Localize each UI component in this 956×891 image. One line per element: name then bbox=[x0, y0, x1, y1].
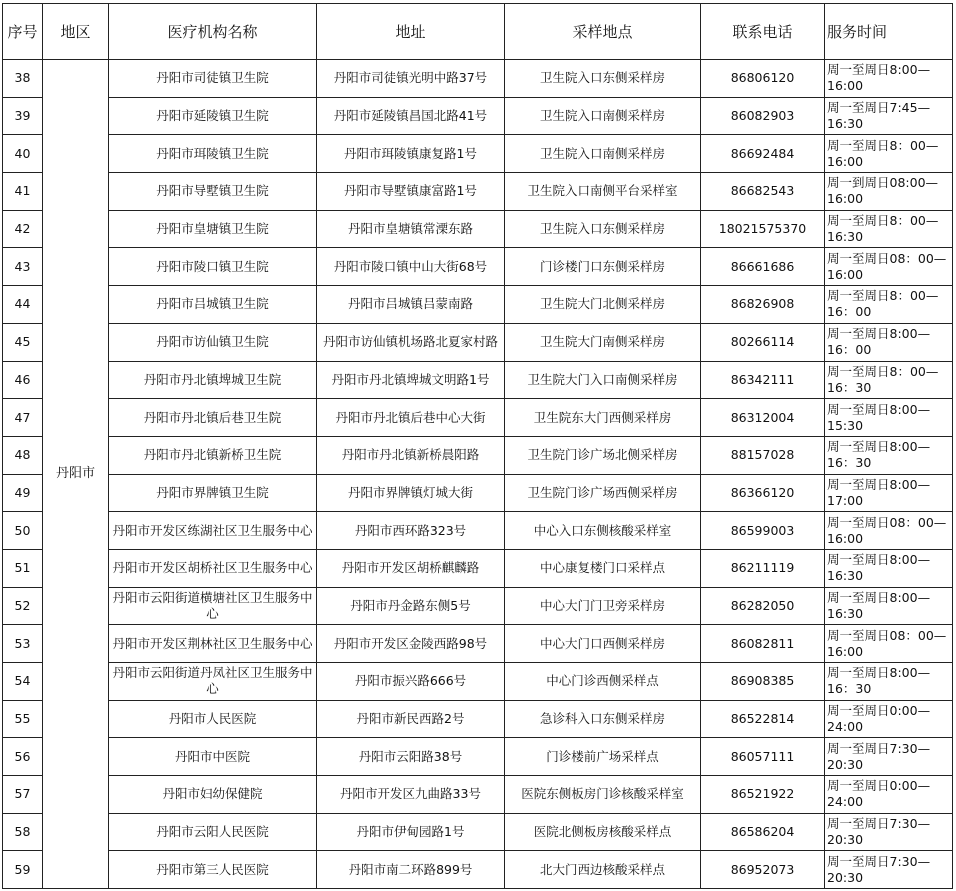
row-hours: 周一至周日08：00—16:00 bbox=[825, 512, 953, 550]
row-name: 丹阳市妇幼保健院 bbox=[109, 776, 317, 814]
row-name: 丹阳市丹北镇新桥卫生院 bbox=[109, 436, 317, 474]
table-row bbox=[3, 399, 953, 437]
row-phone: 86692484 bbox=[701, 135, 825, 173]
row-hours: 周一至周日8:00—16：00 bbox=[825, 323, 953, 361]
table-row bbox=[3, 474, 953, 512]
row-name: 丹阳市延陵镇卫生院 bbox=[109, 97, 317, 135]
row-seq: 48 bbox=[3, 436, 43, 474]
row-phone: 86806120 bbox=[701, 60, 825, 98]
header-sampling: 采样地点 bbox=[505, 4, 701, 60]
row-phone: 86952073 bbox=[701, 851, 825, 889]
row-sampling: 中心康复楼门口采样点 bbox=[505, 549, 701, 587]
row-phone: 86312004 bbox=[701, 399, 825, 437]
table-row bbox=[3, 776, 953, 814]
row-address: 丹阳市丹北镇埤城文明路1号 bbox=[317, 361, 505, 399]
row-address: 丹阳市珥陵镇康复路1号 bbox=[317, 135, 505, 173]
row-sampling: 卫生院东大门西侧采样房 bbox=[505, 399, 701, 437]
row-name: 丹阳市云阳街道丹凤社区卫生服务中心 bbox=[109, 663, 317, 701]
row-address: 丹阳市丹北镇后巷中心大街 bbox=[317, 399, 505, 437]
row-phone: 86599003 bbox=[701, 512, 825, 550]
row-phone: 86908385 bbox=[701, 663, 825, 701]
row-name: 丹阳市开发区练湖社区卫生服务中心 bbox=[109, 512, 317, 550]
row-hours: 周一至周日7:30—20:30 bbox=[825, 851, 953, 889]
row-name: 丹阳市司徒镇卫生院 bbox=[109, 60, 317, 98]
table-row bbox=[3, 361, 953, 399]
row-name: 丹阳市吕城镇卫生院 bbox=[109, 286, 317, 324]
row-address: 丹阳市新民西路2号 bbox=[317, 700, 505, 738]
row-name: 丹阳市开发区胡桥社区卫生服务中心 bbox=[109, 549, 317, 587]
row-sampling: 中心大门门卫旁采样房 bbox=[505, 587, 701, 625]
row-name: 丹阳市人民医院 bbox=[109, 700, 317, 738]
row-hours: 周一至周日8:00—16:30 bbox=[825, 549, 953, 587]
header-name: 医疗机构名称 bbox=[109, 4, 317, 60]
table-row bbox=[3, 813, 953, 851]
row-sampling: 卫生院大门北侧采样房 bbox=[505, 286, 701, 324]
row-sampling: 中心门诊西侧采样点 bbox=[505, 663, 701, 701]
row-hours: 周一到周日08:00—16:00 bbox=[825, 173, 953, 211]
row-seq: 39 bbox=[3, 97, 43, 135]
table-row bbox=[3, 286, 953, 324]
row-hours: 周一至周日8:00—16:30 bbox=[825, 587, 953, 625]
table-body bbox=[3, 60, 953, 889]
table-row bbox=[3, 549, 953, 587]
row-phone: 86342111 bbox=[701, 361, 825, 399]
row-seq: 46 bbox=[3, 361, 43, 399]
row-name: 丹阳市珥陵镇卫生院 bbox=[109, 135, 317, 173]
row-seq: 41 bbox=[3, 173, 43, 211]
table-row bbox=[3, 248, 953, 286]
row-phone: 86082903 bbox=[701, 97, 825, 135]
table-row bbox=[3, 210, 953, 248]
row-sampling: 急诊科入口东侧采样房 bbox=[505, 700, 701, 738]
row-phone: 86057111 bbox=[701, 738, 825, 776]
row-seq: 40 bbox=[3, 135, 43, 173]
row-seq: 51 bbox=[3, 549, 43, 587]
table-row bbox=[3, 323, 953, 361]
table-row bbox=[3, 173, 953, 211]
row-sampling: 卫生院门诊广场北侧采样房 bbox=[505, 436, 701, 474]
testing-sites-table bbox=[2, 3, 953, 889]
row-address: 丹阳市西环路323号 bbox=[317, 512, 505, 550]
header-hours: 服务时间 bbox=[825, 4, 953, 60]
row-name: 丹阳市开发区荆林社区卫生服务中心 bbox=[109, 625, 317, 663]
row-address: 丹阳市导墅镇康富路1号 bbox=[317, 173, 505, 211]
row-phone: 86661686 bbox=[701, 248, 825, 286]
row-sampling: 卫生院入口东侧采样房 bbox=[505, 210, 701, 248]
row-address: 丹阳市云阳路38号 bbox=[317, 738, 505, 776]
row-address: 丹阳市丹北镇新桥晨阳路 bbox=[317, 436, 505, 474]
row-address: 丹阳市南二环路899号 bbox=[317, 851, 505, 889]
header-address: 地址 bbox=[317, 4, 505, 60]
table-row bbox=[3, 97, 953, 135]
row-address: 丹阳市振兴路666号 bbox=[317, 663, 505, 701]
row-name: 丹阳市中医院 bbox=[109, 738, 317, 776]
row-address: 丹阳市伊甸园路1号 bbox=[317, 813, 505, 851]
header-seq: 序号 bbox=[3, 4, 43, 60]
row-address: 丹阳市开发区金陵西路98号 bbox=[317, 625, 505, 663]
row-hours: 周一至周日7:30—20:30 bbox=[825, 813, 953, 851]
table-row bbox=[3, 663, 953, 701]
table-row bbox=[3, 625, 953, 663]
row-hours: 周一至周日0:00—24:00 bbox=[825, 776, 953, 814]
row-hours: 周一至周日8：00—16：30 bbox=[825, 361, 953, 399]
row-phone: 86521922 bbox=[701, 776, 825, 814]
row-hours: 周一至周日7:45—16:30 bbox=[825, 97, 953, 135]
row-seq: 42 bbox=[3, 210, 43, 248]
row-name: 丹阳市云阳街道横塘社区卫生服务中心 bbox=[109, 587, 317, 625]
row-hours: 周一至周日8：00—16:30 bbox=[825, 210, 953, 248]
table-row bbox=[3, 700, 953, 738]
row-seq: 44 bbox=[3, 286, 43, 324]
table-row bbox=[3, 851, 953, 889]
row-address: 丹阳市陵口镇中山大街68号 bbox=[317, 248, 505, 286]
row-sampling: 卫生院大门入口南侧采样房 bbox=[505, 361, 701, 399]
row-phone: 86082811 bbox=[701, 625, 825, 663]
row-sampling: 门诊楼前广场采样点 bbox=[505, 738, 701, 776]
row-sampling: 卫生院大门南侧采样房 bbox=[505, 323, 701, 361]
row-sampling: 医院北侧板房核酸采样点 bbox=[505, 813, 701, 851]
header-row bbox=[3, 4, 953, 60]
row-phone: 86586204 bbox=[701, 813, 825, 851]
row-seq: 55 bbox=[3, 700, 43, 738]
header-phone: 联系电话 bbox=[701, 4, 825, 60]
region-cell: 丹阳市 bbox=[43, 60, 109, 889]
table-row bbox=[3, 60, 953, 98]
row-phone: 86282050 bbox=[701, 587, 825, 625]
row-address: 丹阳市延陵镇昌国北路41号 bbox=[317, 97, 505, 135]
row-hours: 周一至周日08：00—16:00 bbox=[825, 248, 953, 286]
row-name: 丹阳市云阳人民医院 bbox=[109, 813, 317, 851]
row-sampling: 卫生院门诊广场西侧采样房 bbox=[505, 474, 701, 512]
row-name: 丹阳市界牌镇卫生院 bbox=[109, 474, 317, 512]
row-seq: 52 bbox=[3, 587, 43, 625]
row-name: 丹阳市丹北镇埤城卫生院 bbox=[109, 361, 317, 399]
row-name: 丹阳市访仙镇卫生院 bbox=[109, 323, 317, 361]
row-name: 丹阳市导墅镇卫生院 bbox=[109, 173, 317, 211]
table-row bbox=[3, 738, 953, 776]
row-phone: 86522814 bbox=[701, 700, 825, 738]
table-row bbox=[3, 436, 953, 474]
row-seq: 56 bbox=[3, 738, 43, 776]
row-hours: 周一至周日8：00—16:00 bbox=[825, 135, 953, 173]
row-seq: 43 bbox=[3, 248, 43, 286]
row-hours: 周一至周日8:00—16:00 bbox=[825, 60, 953, 98]
row-sampling: 北大门西边核酸采样点 bbox=[505, 851, 701, 889]
row-sampling: 卫生院入口南侧采样房 bbox=[505, 135, 701, 173]
row-sampling: 中心入口东侧核酸采样室 bbox=[505, 512, 701, 550]
header-region: 地区 bbox=[43, 4, 109, 60]
table-row bbox=[3, 135, 953, 173]
row-hours: 周一至周日8：00—16：00 bbox=[825, 286, 953, 324]
row-name: 丹阳市丹北镇后巷卫生院 bbox=[109, 399, 317, 437]
row-address: 丹阳市皇塘镇常溧东路 bbox=[317, 210, 505, 248]
row-sampling: 卫生院入口南侧采样房 bbox=[505, 97, 701, 135]
row-seq: 53 bbox=[3, 625, 43, 663]
row-address: 丹阳市开发区胡桥麒麟路 bbox=[317, 549, 505, 587]
row-seq: 50 bbox=[3, 512, 43, 550]
row-phone: 86366120 bbox=[701, 474, 825, 512]
row-phone: 18021575370 bbox=[701, 210, 825, 248]
row-phone: 88157028 bbox=[701, 436, 825, 474]
row-seq: 45 bbox=[3, 323, 43, 361]
row-hours: 周一至周日8:00—17:00 bbox=[825, 474, 953, 512]
row-sampling: 卫生院入口南侧平台采样室 bbox=[505, 173, 701, 211]
row-address: 丹阳市界牌镇灯城大街 bbox=[317, 474, 505, 512]
row-seq: 49 bbox=[3, 474, 43, 512]
row-seq: 58 bbox=[3, 813, 43, 851]
row-name: 丹阳市第三人民医院 bbox=[109, 851, 317, 889]
row-hours: 周一至周日8:00—15:30 bbox=[825, 399, 953, 437]
row-seq: 57 bbox=[3, 776, 43, 814]
row-hours: 周一至周日8:00—16：30 bbox=[825, 663, 953, 701]
row-hours: 周一至周日0:00—24:00 bbox=[825, 700, 953, 738]
row-phone: 86211119 bbox=[701, 549, 825, 587]
row-hours: 周一至周日7:30—20:30 bbox=[825, 738, 953, 776]
row-sampling: 卫生院入口东侧采样房 bbox=[505, 60, 701, 98]
row-name: 丹阳市陵口镇卫生院 bbox=[109, 248, 317, 286]
row-sampling: 中心大门口西侧采样房 bbox=[505, 625, 701, 663]
table-row bbox=[3, 512, 953, 550]
row-seq: 59 bbox=[3, 851, 43, 889]
row-address: 丹阳市访仙镇机场路北夏家村路 bbox=[317, 323, 505, 361]
row-address: 丹阳市丹金路东侧5号 bbox=[317, 587, 505, 625]
row-name: 丹阳市皇塘镇卫生院 bbox=[109, 210, 317, 248]
row-sampling: 门诊楼门口东侧采样房 bbox=[505, 248, 701, 286]
row-seq: 54 bbox=[3, 663, 43, 701]
row-seq: 47 bbox=[3, 399, 43, 437]
row-address: 丹阳市开发区九曲路33号 bbox=[317, 776, 505, 814]
row-seq: 38 bbox=[3, 60, 43, 98]
row-phone: 80266114 bbox=[701, 323, 825, 361]
row-hours: 周一至周日8:00—16：30 bbox=[825, 436, 953, 474]
row-phone: 86682543 bbox=[701, 173, 825, 211]
row-address: 丹阳市司徒镇光明中路37号 bbox=[317, 60, 505, 98]
row-hours: 周一至周日08：00—16:00 bbox=[825, 625, 953, 663]
row-phone: 86826908 bbox=[701, 286, 825, 324]
row-address: 丹阳市吕城镇吕蒙南路 bbox=[317, 286, 505, 324]
row-sampling: 医院东侧板房门诊核酸采样室 bbox=[505, 776, 701, 814]
table-row bbox=[3, 587, 953, 625]
